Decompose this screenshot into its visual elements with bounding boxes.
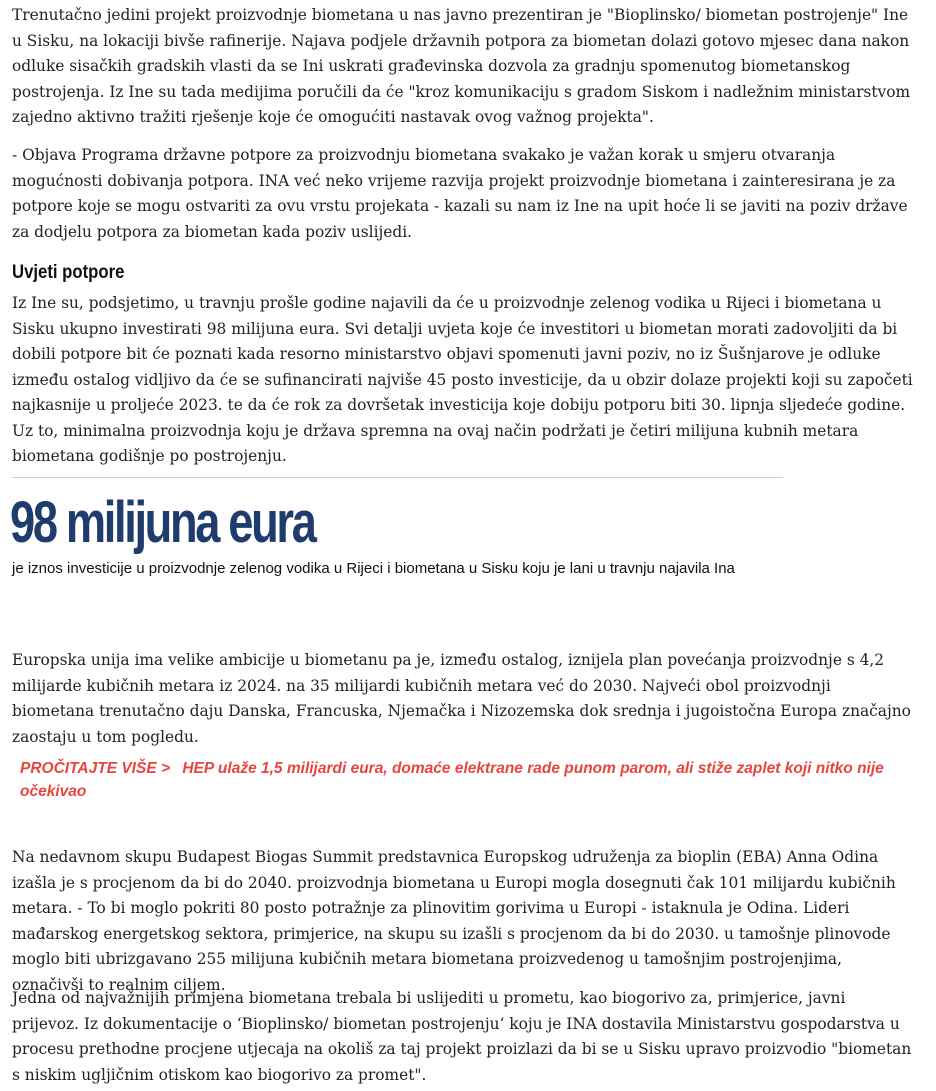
article-paragraph: - Objava Programa državne potpore za proizvodnju biometana svakako je važan korak u smjeru otvaranja mogućnosti dobivanja potpora. INA već neko vrijeme razvija projekt proizvodnje biometana i zainteresirana je za potpore koje se mogu ostvariti za ovu vrstu projekata - kazali su nam iz Ine na upit hoće li se javiti na poziv države za dodjelu potpora za biometan kada poziv uslijedi. [12, 146, 908, 241]
highlight-figure: 98 milijuna eura [10, 490, 315, 555]
section-subheading: Uvjeti potpore [12, 262, 125, 283]
highlight-caption: je iznos investicije u proizvodnje zelenog vodika u Rijeci i biometana u Sisku koju je lani u travnju najavila Ina [12, 560, 735, 577]
article-paragraph: Trenutačno jedini projekt proizvodnje biometana u nas javno prezentiran je "Bioplinsko/ biometan postrojenje" Ine u Sisku, na lokaciji bivše rafinerije. Najava podjele državnih potpora za biometan dolazi gotovo mjesec dana nakon odluke sisačkih gradskih vlasti da se Ini uskrati građevinska dozvola za gradnju spomenutog biometanskog postrojenja. Iz Ine su tada medijima poručili da će "kroz komunikaciju s gradom Siskom i nadležnim ministarstvom zajedno aktivno tražiti rješenje koje će omogućiti nastavak ovog važnog projekta". [12, 6, 911, 126]
read-more-box [20, 757, 900, 803]
read-more-link[interactable]: HEP ulaže 1,5 milijardi eura, domaće elektrane rade punom parom, ali stiže zaplet koji nitko nije očekivao [20, 760, 884, 800]
read-more-label: PROČITAJTE VIŠE > [20, 760, 171, 777]
article-paragraph: Iz Ine su, podsjetimo, u travnju prošle godine najavili da će u proizvodnje zelenog vodika u Rijeci i biometana u Sisku ukupno investirati 98 milijuna eura. Svi detalji uvjeta koje će investitori u biometan morati zadovoljiti da bi dobili potpore bit će poznati kada resorno ministarstvo objavi spomenuti javni poziv, no iz Šušnjarove je odluke između ostalog vidljivo da će se sufinancirati najviše 45 posto investicije, da u obzir dolaze projekti koji su započeti najkasnije u proljeće 2023. te da će rok za dovršetak investicija koje dobiju potporu biti 30. lipnja sljedeće godine. Uz to, minimalna proizvodnja koju je država spremna na ovaj način podržati je četiri milijuna kubnih metara biometana godišnje po postrojenju. [12, 294, 913, 465]
article-paragraph: Europska unija ima velike ambicije u biometanu pa je, između ostalog, iznijela plan povećanja proizvodnje s 4,2 milijarde kubičnih metara iz 2024. na 35 milijardi kubičnih metara već do 2030. Najveći obol proizvodnji biometana trenutačno daju Danska, Francuska, Njemačka i Nizozemska dok srednja i jugoistočna Europa značajno zaostaju u tom pogledu. [12, 651, 911, 746]
article-paragraph: Na nedavnom skupu Budapest Biogas Summit predstavnica Europskog udruženja za bioplin (EBA) Anna Odina izašla je s procjenom da bi do 2040. proizvodnja biometana u Europi mogla dosegnuti čak 101 milijardu kubičnih metara. - To bi moglo pokriti 80 posto potražnje za plinovitim gorivima u Europi - istaknula je Odina. Lideri mađarskog energetskog sektora, primjerice, na skupu su izašli s procjenom da bi do 2030. u tamošnje plinovode moglo biti ubrizgavano 255 milijuna kubičnih metara biometana proizvedenog u tamošnjim postrojenjima, označivši to realnim ciljem. [12, 848, 896, 994]
section-divider [12, 477, 783, 478]
article-paragraph: Jedna od najvažnijih primjena biometana trebala bi uslijediti u prometu, kao biogorivo za, primjerice, javni prijevoz. Iz dokumentacije o ‘Bioplinsko/ biometan postrojenju‘ koju je INA dostavila Ministarstvu gospodarstva u procesu prethodne procjene utjecaja na okoliš za taj projekt proizlazi da bi se u Sisku upravo proizvodio "biometan s niskim ugljičnim otiskom kao biogorivo za promet". [12, 989, 912, 1084]
